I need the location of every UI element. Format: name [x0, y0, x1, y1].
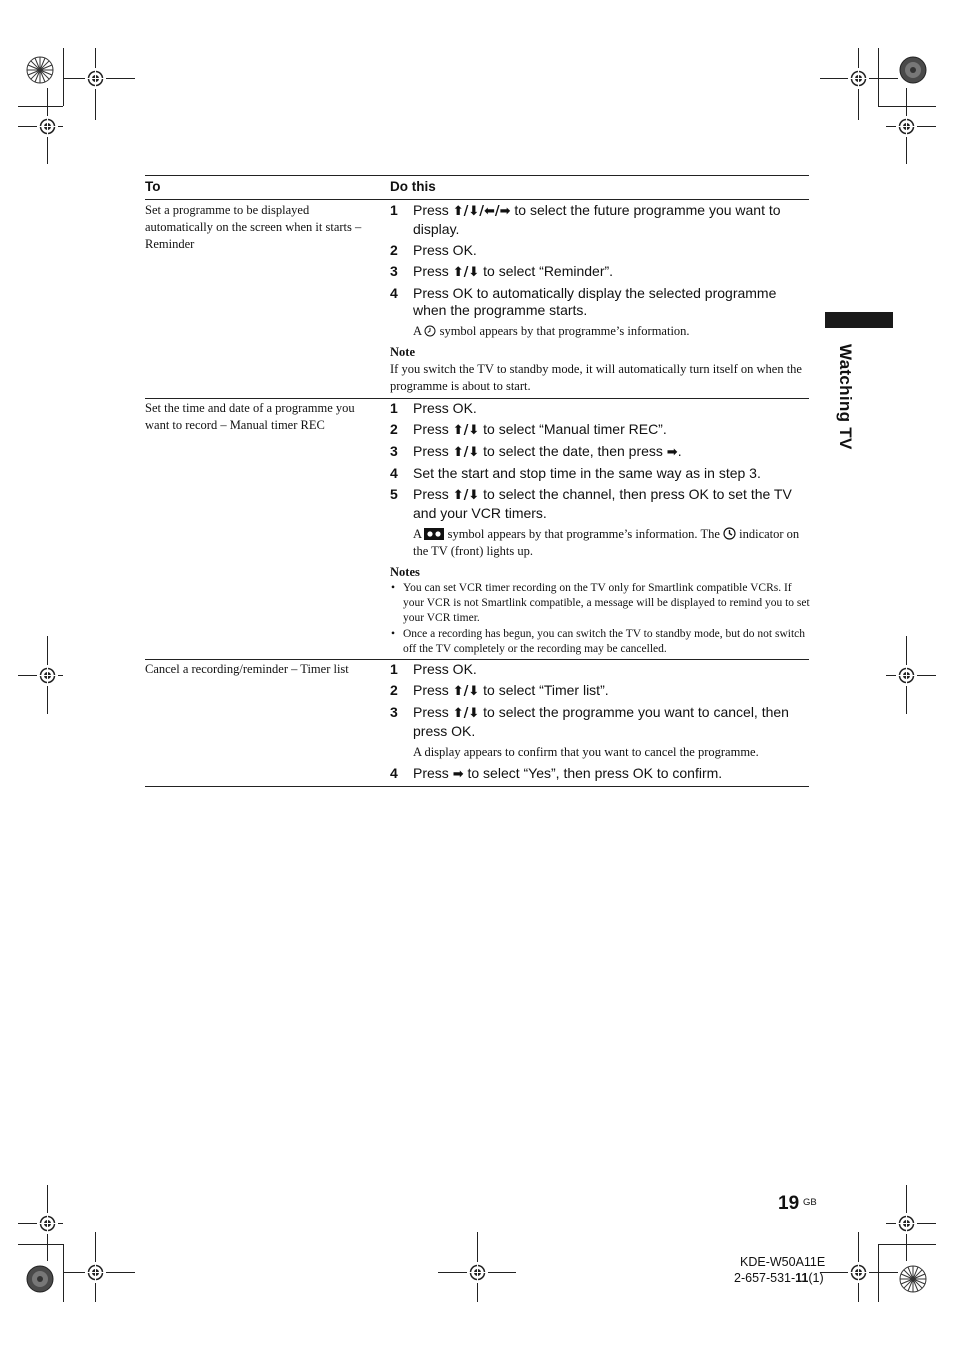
page-suffix: GB: [803, 1197, 817, 1208]
row-rule: [145, 398, 809, 399]
step: 1 Press OK.: [390, 661, 477, 677]
registration-target-icon: [37, 1213, 58, 1234]
step: 5 Press ⬆/⬇ to select the channel, then press OK to set the TV and your VCR timers.: [390, 486, 792, 521]
step: 2 Press ⬆/⬇ to select “Manual timer REC”.: [390, 421, 667, 438]
arrow-keys-icon: ⬆/⬇: [452, 264, 480, 280]
model-number: KDE-W50A11E: [740, 1255, 826, 1269]
section-label: Watching TV: [836, 344, 855, 450]
step: 4 Press ➡ to select “Yes”, then press OK to confirm.: [390, 764, 723, 782]
clock-icon: [424, 325, 436, 337]
table-top-rule: [145, 175, 809, 176]
table-bottom-rule: [145, 786, 809, 787]
row-timer-list-do: [390, 661, 810, 787]
step: 2 Press ⬆/⬇ to select “Timer list”.: [390, 682, 609, 699]
step: 1 Press ⬆/⬇/⬅/➡ to select the future programme you want to display.: [390, 202, 781, 237]
step: 3 Press ⬆/⬇ to select “Reminder”.: [390, 262, 614, 280]
vcr-tape-icon: [424, 528, 444, 540]
registration-target-icon: [896, 1213, 917, 1234]
document-code: 2-657-531-11(1): [734, 1271, 824, 1285]
registration-target-icon: [896, 665, 917, 686]
registration-target-icon: [37, 665, 58, 686]
step-detail: A symbol appears by that programme’s information.: [413, 324, 690, 338]
row-manual-rec-do: [390, 400, 810, 658]
page-number: 19: [778, 1193, 800, 1214]
arrow-keys-icon: ⬆/⬇/⬅/➡: [452, 204, 511, 219]
starburst-register-icon: [899, 1265, 927, 1293]
arrow-keys-icon: ⬆/⬇: [452, 684, 480, 699]
step-detail: A symbol appears by that programme’s information. The indicator on the TV (front) lights up.: [413, 526, 800, 558]
note-text: If you switch the TV to standby mode, it will automatically turn itself on when the programme is about to start.: [390, 362, 802, 393]
arrow-keys-icon: ⬆/⬇: [452, 488, 480, 503]
registration-target-icon: [85, 1262, 106, 1283]
section-tab-marker: [825, 312, 893, 328]
registration-target-icon: [85, 68, 106, 89]
step: 3 Press ⬆/⬇ to select the programme you want to cancel, then press OK.: [390, 704, 789, 739]
starburst-register-icon: [26, 56, 54, 84]
color-register-icon: [26, 1265, 54, 1293]
row-manual-rec-to: Set the time and date of a programme you want to record – Manual timer REC: [145, 401, 355, 432]
row-reminder-do: [390, 202, 810, 395]
registration-target-icon: [848, 1262, 869, 1283]
arrow-keys-icon: ⬆/⬇: [452, 445, 480, 460]
note-bullet: • You can set VCR timer recording on the TV only for Smartlink compatible VCRs. If your VCR is not Smartlink compatible, a message will be displayed to remind you to set your VCR timer.: [391, 581, 810, 625]
color-register-icon: [899, 56, 927, 84]
step: 4 Set the start and stop time in the same way as in step 3.: [390, 465, 761, 481]
step: 1 Press OK.: [390, 400, 477, 416]
arrow-right-icon: ➡: [452, 766, 464, 782]
row-rule: [145, 659, 809, 660]
note-title: Note: [390, 345, 415, 359]
registration-target-icon: [37, 116, 58, 137]
header-do-this: Do this: [390, 179, 436, 194]
registration-target-icon: [848, 68, 869, 89]
step-detail: A display appears to confirm that you want to cancel the programme.: [413, 744, 759, 759]
notes-title: Notes: [390, 564, 420, 579]
arrow-keys-icon: ⬆/⬇: [452, 706, 480, 721]
row-timer-list-to: Cancel a recording/reminder – Timer list: [145, 662, 349, 676]
arrow-keys-icon: ⬆/⬇: [452, 423, 480, 438]
step: 2 Press OK.: [390, 241, 477, 258]
registration-target-icon: [467, 1262, 488, 1283]
registration-target-icon: [896, 116, 917, 137]
step: 3 Press ⬆/⬇ to select the date, then press ➡.: [390, 443, 682, 460]
arrow-right-icon: ➡: [666, 445, 678, 460]
timer-indicator-icon: [723, 527, 736, 540]
header-to: To: [145, 179, 161, 194]
row-reminder-to: Set a programme to be displayed automatically on the screen when it starts – Reminder: [145, 203, 362, 251]
step: 4 Press OK to automatically display the selected programme when the programme starts.: [390, 284, 777, 318]
header-rule: [145, 199, 809, 200]
note-bullet: • Once a recording has begun, you can switch the TV to standby mode, but do not switch off the TV completely or the recording may be cancelled.: [391, 627, 805, 656]
